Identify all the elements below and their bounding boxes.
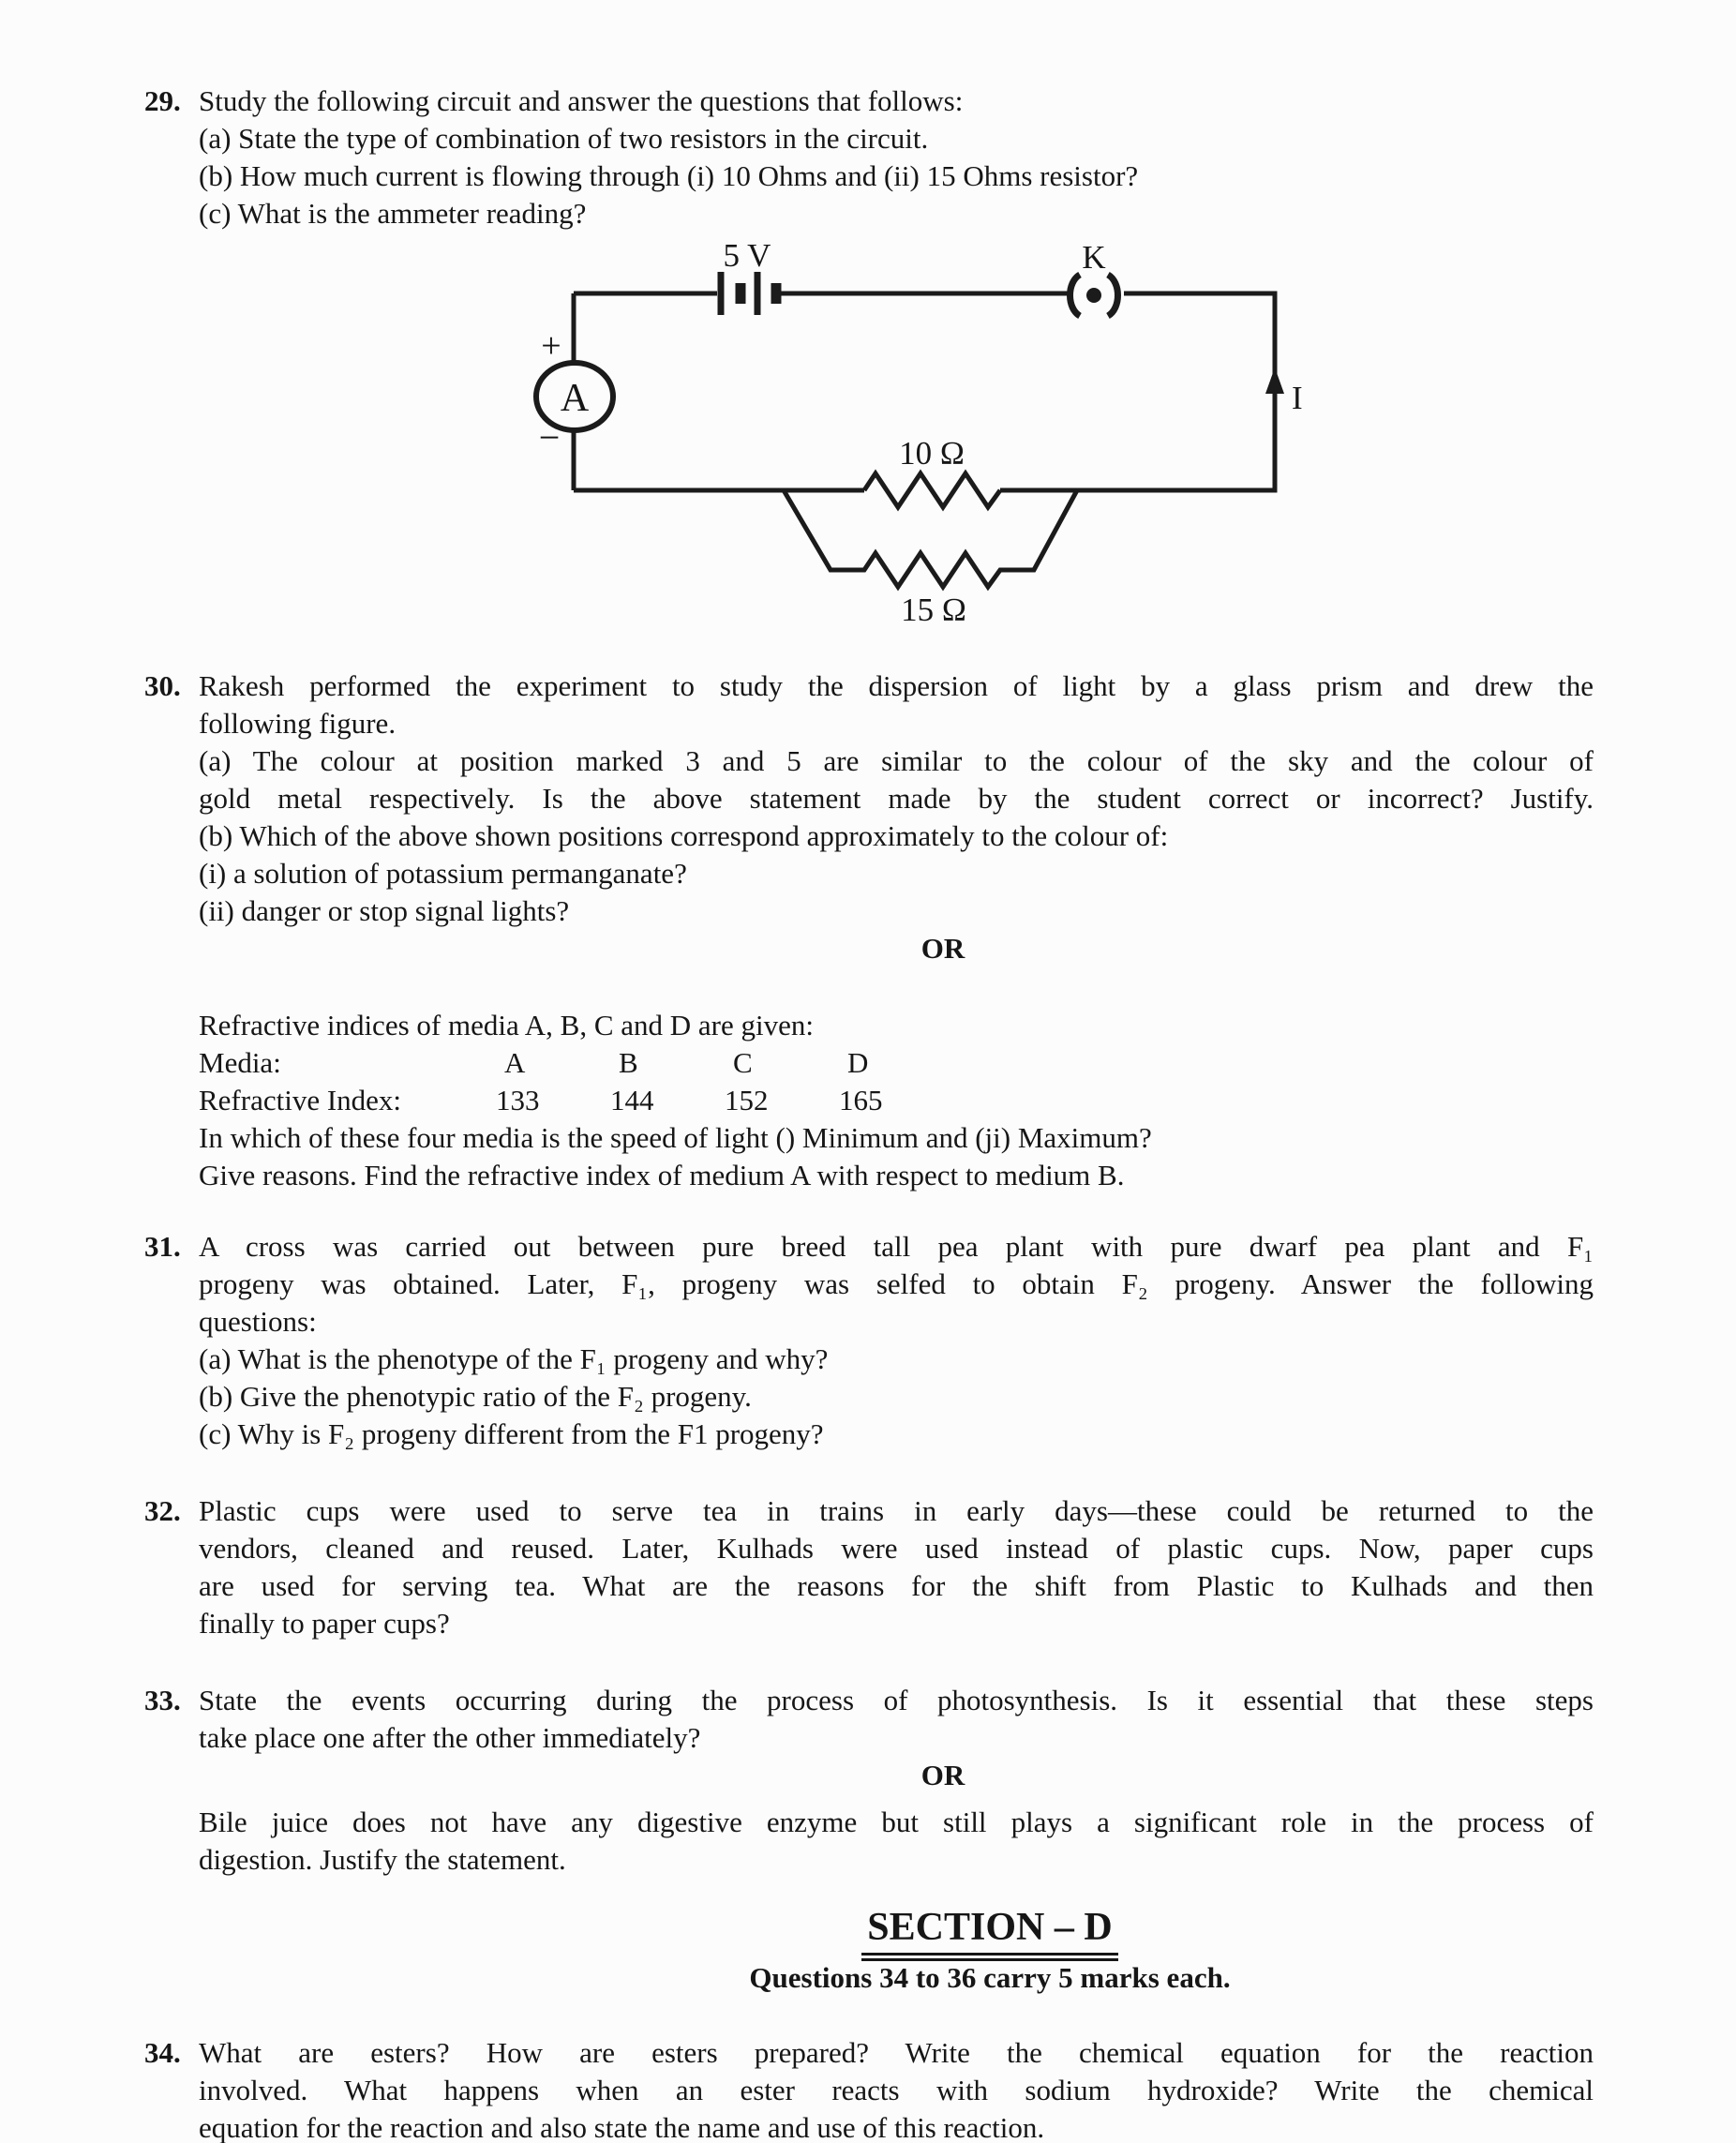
question-31-sub-c: (c) Why is F₂ progeny different from the F1 progeny?: [199, 1417, 824, 1450]
question-29-sub-a: (a) State the type of combination of two resistors in the circuit.: [199, 122, 929, 155]
current-label: I: [1292, 380, 1303, 416]
battery-symbol: [721, 272, 776, 315]
question-31-line: progeny was obtained. Later, F₁, progeny was selfed to obtain F₂ progeny. Answer the following: [199, 1267, 1594, 1300]
question-30: [144, 667, 1594, 930]
key-symbol: [1070, 275, 1118, 316]
circuit-svg: [525, 232, 1369, 636]
question-30-sub-b-i: (i) a solution of potassium permanganate?: [199, 857, 687, 890]
key-arc-left: [1070, 275, 1081, 316]
resistor-10ohm-label: 10 Ω: [899, 435, 965, 472]
question-31-line: [144, 1228, 1594, 1266]
resistor-10ohm: [864, 473, 1000, 507]
resistor-15ohm-label: 15 Ω: [901, 592, 966, 628]
media-d: D: [847, 1046, 869, 1079]
question-30-line: [144, 667, 1594, 705]
index-a: 133: [496, 1084, 540, 1116]
question-34: [144, 2034, 1594, 2143]
question-33-text: State the events occurring during the process of photosynthesis. Is it essential that these steps: [199, 1684, 1594, 1716]
question-34-line: involved. What happens when an ester reacts with sodium hydroxide? Write the chemical: [199, 2074, 1594, 2106]
key-label: K: [1082, 239, 1106, 276]
media-b: B: [619, 1046, 638, 1079]
question-33-line: take place one after the other immediately?: [199, 1721, 701, 1754]
question-33-number: 33.: [144, 1684, 181, 1716]
question-33-alternative: [199, 1804, 1594, 1879]
resistor-15ohm-branch: [784, 490, 1077, 587]
question-31-line: questions:: [199, 1305, 317, 1338]
question-33-or-divider: [199, 1757, 1594, 1794]
question-31: [144, 1228, 1594, 1453]
question-31-number: 31.: [144, 1230, 181, 1263]
question-31-text: A cross was carried out between pure breed tall pea plant with pure dwarf pea plant and F₁: [199, 1230, 1594, 1263]
section-d-heading: [199, 1903, 1687, 1961]
key-dot: [1086, 288, 1101, 303]
question-32-line: finally to paper cups?: [199, 1607, 450, 1640]
question-33-alt-line: digestion. Justify the statement.: [199, 1843, 566, 1876]
question-30-sub-b-ii: (ii) danger or stop signal lights?: [199, 894, 570, 927]
question-30-sub-a-cont: gold metal respectively. Is the above statement made by the student correct or incorrect? Justify.: [199, 782, 1594, 815]
question-32-text: Plastic cups were used to serve tea in trains in early days—these could be returned to the: [199, 1494, 1594, 1527]
index-c: 152: [725, 1084, 769, 1116]
question-30-sub-b: (b) Which of the above shown positions correspond approximately to the colour of:: [199, 819, 1169, 852]
index-b: 144: [610, 1084, 654, 1116]
question-29-sub-c: (c) What is the ammeter reading?: [199, 197, 587, 230]
question-32-line: vendors, cleaned and reused. Later, Kulhads were used instead of plastic cups. Now, paper cups: [199, 1532, 1594, 1565]
question-30-sub-a: (a) The colour at position marked 3 and 5 are similar to the colour of the sky and the colour of: [199, 744, 1594, 777]
question-30-or-divider: [199, 930, 1594, 967]
refractive-index-row: [199, 1082, 1594, 1119]
question-32: [144, 1492, 1594, 1642]
question-31-sub-a: (a) What is the phenotype of the F₁ progeny and why?: [199, 1342, 829, 1375]
circuit-wire: [1000, 293, 1275, 490]
question-29-number: 29.: [144, 84, 181, 117]
ammeter-label: A: [560, 377, 590, 420]
or-label: OR: [920, 932, 965, 965]
key-arc-right: [1108, 275, 1118, 316]
question-30-alternative: [199, 1007, 1594, 1194]
ammeter-plus-sign: +: [541, 326, 561, 366]
question-30-text: Rakesh performed the experiment to study the dispersion of light by a glass prism and drew the: [199, 669, 1594, 702]
media-c: C: [733, 1046, 753, 1079]
or-label: OR: [920, 1759, 965, 1791]
question-33-alt-line: Bile juice does not have any digestive enzyme but still plays a significant role in the process of: [199, 1806, 1594, 1838]
question-34-text: What are esters? How are esters prepared? Write the chemical equation for the reaction: [199, 2036, 1594, 2069]
media-row-label: Media:: [199, 1046, 281, 1079]
section-d-subtitle: Questions 34 to 36 carry 5 marks each.: [749, 1961, 1231, 1994]
refractive-intro-line: Refractive indices of media A, B, C and D are given:: [199, 1009, 814, 1042]
index-d: 165: [839, 1084, 883, 1116]
refractive-index-row-label: Refractive Index:: [199, 1084, 402, 1116]
question-32-line: are used for serving tea. What are the reasons for the shift from Plastic to Kulhads and then: [199, 1569, 1594, 1602]
question-30-line: following figure.: [199, 707, 397, 740]
question-32-line: [144, 1492, 1594, 1530]
question-29: [144, 82, 1594, 232]
question-29-text: Study the following circuit and answer the questions that follows:: [199, 84, 964, 117]
media-a: A: [504, 1046, 526, 1079]
battery-voltage-label: 5 V: [723, 237, 771, 274]
question-29-line: [144, 82, 1594, 120]
question-33: [144, 1682, 1594, 1757]
current-arrow: [1265, 367, 1284, 394]
question-32-number: 32.: [144, 1494, 181, 1527]
question-34-line: [144, 2034, 1594, 2072]
section-d-title: SECTION – D: [861, 1903, 1117, 1961]
question-34-number: 34.: [144, 2036, 181, 2069]
question-30-alt-line: In which of these four media is the speed of light () Minimum and (ji) Maximum?: [199, 1121, 1152, 1154]
question-31-sub-b: (b) Give the phenotypic ratio of the F₂ progeny.: [199, 1380, 752, 1413]
media-row: [199, 1044, 1594, 1082]
question-33-line: [144, 1682, 1594, 1719]
question-30-number: 30.: [144, 669, 181, 702]
circuit-diagram: [525, 232, 1369, 636]
question-34-line: equation for the reaction and also state the name and use of this reaction.: [199, 2111, 1045, 2143]
ammeter-minus-sign: −: [538, 416, 561, 458]
question-30-alt-line: Give reasons. Find the refractive index of medium A with respect to medium B.: [199, 1159, 1125, 1191]
question-29-sub-b: (b) How much current is flowing through (i) 10 Ohms and (ii) 15 Ohms resistor?: [199, 159, 1139, 192]
